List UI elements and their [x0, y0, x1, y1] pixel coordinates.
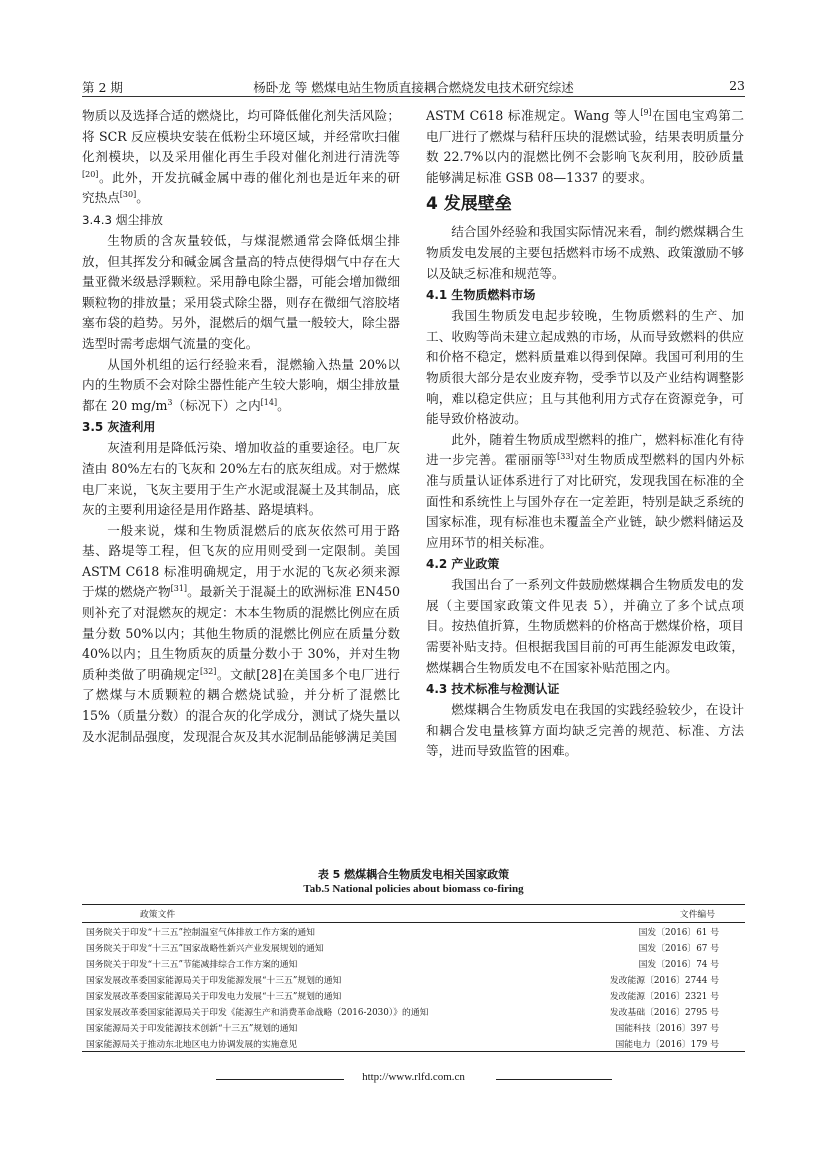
section-heading-3-5: 3.5 灰渣利用 [82, 420, 156, 435]
policy-document-cell: 国务院关于印发“十三五”国家战略性新兴产业发展规划的通知 [86, 943, 324, 954]
document-number-cell: 发改能源〔2016〕2321 号 [609, 991, 719, 1002]
paragraph: 我国生物质发电起步较晚，生物质燃料的生产、加工、收购等尚未建立起成熟的市场，从而导致燃料的供应和价格不稳定，燃料质量难以得到保障。我国可利用的生物质很大部分是农业废弃物，受季节以及产业结构调整影响，难以稳定供应；且与其他利用方式存在资源竞争，可能导致价格波动。 [426, 308, 744, 427]
policy-document-cell: 国家发展改革委国家能源局关于印发《能源生产和消费革命战略（2016-2030）》的通知 [86, 1007, 429, 1018]
document-number-cell: 发改基础〔2016〕2795 号 [609, 1007, 719, 1018]
column-header-document: 政策文件 [82, 905, 555, 923]
paragraph: ASTM C618 标准规定。Wang 等人[9]在国电宝鸡第二电厂进行了燃煤与秸秆压块的混燃试验，结果表明质量分数 22.7%以内的混燃比例不会影响飞灰利用，胶砂质量能够满足标准 GSB 08—1337 的要求。 [426, 107, 745, 185]
left-column [82, 106, 400, 747]
page-number: 23 [729, 78, 745, 93]
policy-document-cell: 国家能源局关于推动东北地区电力协调发展的实施意见 [82, 1035, 555, 1052]
right-column [426, 106, 744, 762]
paragraph: 灰渣利用是降低污染、增加收益的重要途径。电厂灰渣由 80%左右的飞灰和 20%左右的底灰组成。对于燃煤电厂来说，飞灰主要用于生产水泥或混凝土及其制品，底灰的主要利用途径是用作路基、路堤填料。 [82, 440, 400, 518]
policy-document-cell: 国家能源局关于印发能源技术创新“十三五”规划的通知 [86, 1023, 298, 1034]
section-heading-3-4-3: 3.4.3 烟尘排放 [82, 212, 163, 227]
paragraph: 一般来说，煤和生物质混燃后的底灰依然可用于路基、路堤等工程，但飞灰的应用则受到一定限制。美国 ASTM C618 标准明确规定，用于水泥的飞灰必须来源于煤的燃烧产物[31]。最新关于混凝土的欧洲标准 EN450 则补充了对混燃灰的规定：木本生物质的混燃比例应在质量分数 50%以内；其他生物质的混燃比例应在质量分数 40%以内；且生物质灰的质量分数小于 30%，并对生物质种类做了明确规定[32]。文献[28]在美国多个电厂进行了燃煤与木质颗粒的耦合燃烧试验，并分析了混燃比 15%（质量分数）的混合灰的化学成分，测试了烧失量以及水泥制品强度，发现混合灰及其水泥制品能够满足美国 [82, 522, 400, 744]
document-number-cell: 国发〔2016〕74 号 [638, 959, 719, 970]
running-title: 杨卧龙 等 燃煤电站生物质直接耦合燃烧发电技术研究综述 [253, 80, 574, 95]
paragraph: 燃煤耦合生物质发电在我国的实践经验较少，在设计和耦合发电量核算方面均缺乏完善的规范、标准、方法等，进而导致监管的困难。 [426, 702, 744, 759]
table-row [82, 1019, 745, 1035]
section-heading-4-2: 4.2 产业政策 [426, 557, 500, 572]
page-footer [0, 1070, 827, 1088]
policy-document-cell: 国家发展改革委国家能源局关于印发能源发展“十三五”规划的通知 [86, 975, 342, 986]
document-number-cell: 国发〔2016〕61 号 [638, 927, 719, 938]
table-caption-en: Tab.5 National policies about biomass co-firing [303, 883, 524, 895]
table-row [82, 955, 745, 971]
table-row [82, 1003, 745, 1019]
paragraph: 生物质的含灰量较低，与煤混燃通常会降低烟尘排放，但其挥发分和碱金属含量高的特点使得烟气中存在大量亚微米级悬浮颗粒。采用静电除尘器，可能会增加微细颗粒物的排放量；采用袋式除尘器，则存在微细气溶胶堵塞布袋的趋势。另外，混燃后的烟气量一般较大，除尘器选型时需考虑烟气流量的变化。 [82, 232, 400, 351]
document-number-cell: 发改能源〔2016〕2744 号 [609, 975, 719, 986]
running-header [82, 76, 745, 97]
paragraph: 从国外机组的运行经验来看，混燃输入热量 20%以内的生物质不会对除尘器性能产生较大影响，烟尘排放量都在 20 $mg/m^3$（标况下）之内[14]。 [82, 356, 400, 413]
footer-rule-right [496, 1079, 612, 1080]
document-number-cell: 国能电力〔2016〕179 号 [555, 1035, 745, 1052]
table-row [82, 923, 745, 940]
policy-document-cell: 国家发展改革委国家能源局关于印发电力发展“十三五”规划的通知 [86, 991, 342, 1002]
paragraph: 物质以及选择合适的燃烧比，均可降低催化剂失活风险；将 SCR 反应模块安装在低粉尘环境区域，并经常吹扫催化剂模块，以及采用催化再生手段对催化剂进行清洗等[20]。此外，开发抗碱金属中毒的催化剂也是近年来的研究热点[30]。 [82, 108, 400, 206]
policy-document-cell: 国务院关于印发“十三五”节能减排综合工作方案的通知 [86, 959, 298, 970]
section-heading-4-3: 4.3 技术标准与检测认证 [426, 682, 560, 697]
policy-document-cell: 国务院关于印发“十三五”控制温室气体排放工作方案的通知 [86, 927, 315, 938]
document-number-cell: 国发〔2016〕67 号 [638, 943, 719, 954]
footer-url: http://www.rlfd.com.cn [362, 1071, 465, 1083]
policy-table [82, 904, 745, 1052]
section-heading-4-1: 4.1 生物质燃料市场 [426, 288, 536, 303]
table-row [82, 987, 745, 1003]
issue-number: 第 2 期 [82, 80, 123, 95]
paragraph: 结合国外经验和我国实际情况来看，制约燃煤耦合生物质发电发展的主要包括燃料市场不成熟、政策激励不够以及缺乏标准和规范等。 [426, 224, 744, 281]
table-caption-cn: 表 5 燃煤耦合生物质发电相关国家政策 [317, 868, 510, 881]
paragraph: 此外，随着生物质成型燃料的推广，燃料标准化有待进一步完善。霍丽丽等[33]对生物质成型燃料的国内外标准与质量认证体系进行了对比研究，发现我国在标准的全面性和系统性上与国外存在一定差距，特别是缺乏系统的国家标准，现有标准也未覆盖全产业链，缺少燃料储运及应用环节的相关标准。 [426, 431, 745, 550]
table-row [82, 1035, 745, 1052]
table-header-row [82, 905, 745, 923]
section-heading-4: 4 发展壁垒 [426, 194, 512, 215]
table-row [82, 939, 745, 955]
paragraph: 我国出台了一系列文件鼓励燃煤耦合生物质发电的发展（主要国家政策文件见表 5），并确立了多个试点项目。按热值折算，生物质燃料的价格高于燃煤价格，项目需要补贴支持。但根据我国目前的可再生能源发电政策，燃煤耦合生物质发电不在国家补贴范围之内。 [426, 577, 744, 675]
table-row [82, 971, 745, 987]
document-number-cell: 国能科技〔2016〕397 号 [615, 1023, 719, 1034]
column-header-number: 文件编号 [555, 905, 745, 923]
